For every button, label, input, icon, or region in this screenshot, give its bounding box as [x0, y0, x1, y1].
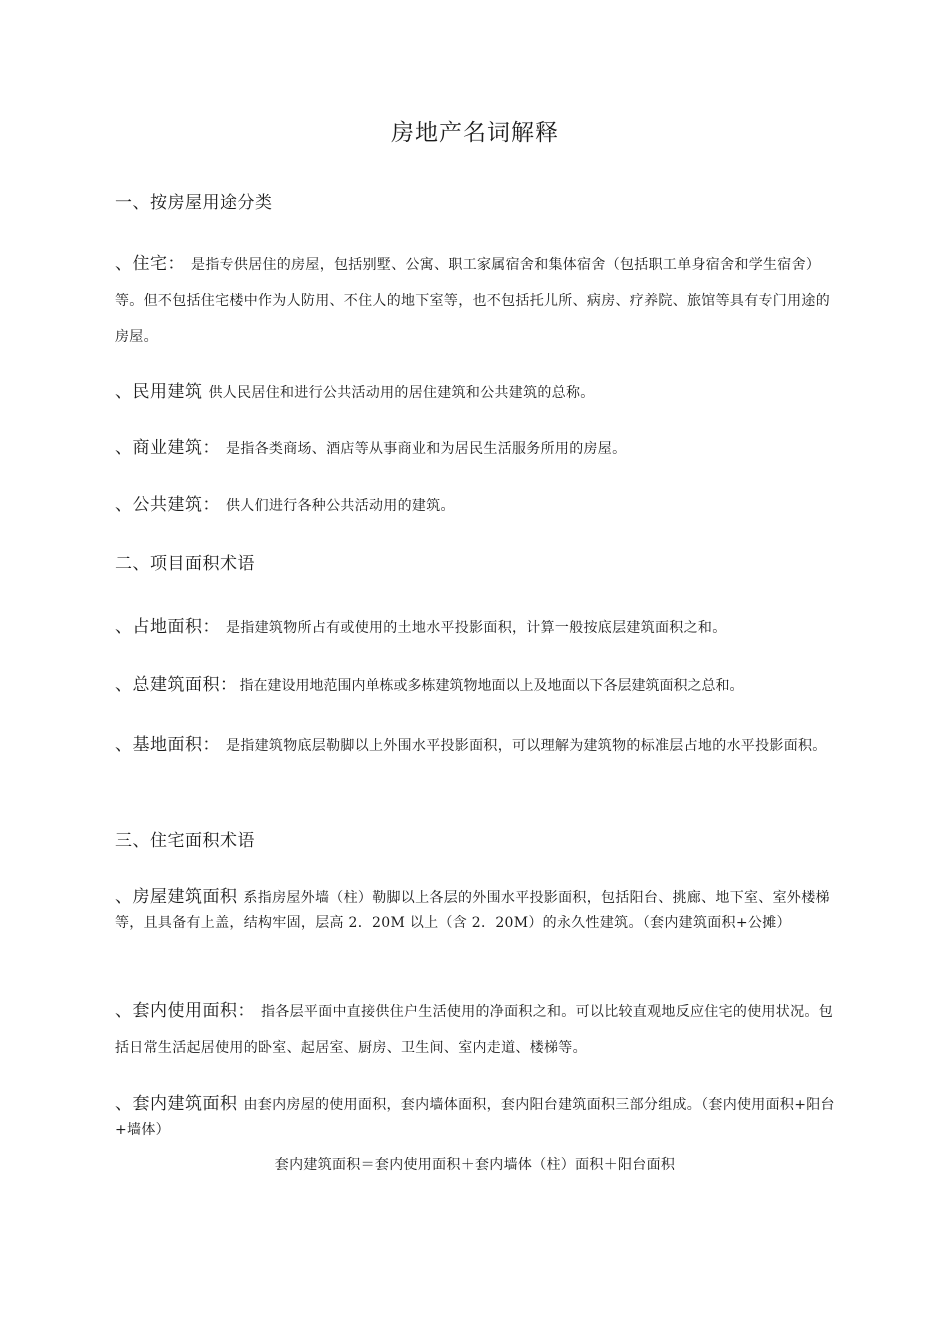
entry-term: 、住宅： [115, 254, 185, 274]
entry-term: 、商业建筑： [115, 438, 220, 458]
entry-term: 、基地面积： [115, 735, 220, 755]
entry-definition: 供人们进行各种公共活动用的建筑。 [226, 498, 455, 514]
area-formula: 套内建筑面积＝套内使用面积＋套内墙体（柱）面积＋阳台面积 [274, 1157, 676, 1173]
entry-term: 、总建筑面积： [115, 675, 238, 695]
entry-term: 、民用建筑 [115, 382, 203, 402]
entry-total-floor-area [115, 667, 843, 704]
entry-definition: 是指建筑物底层勒脚以上外围水平投影面积，可以理解为建筑物的标准层占地的水平投影面积。 [226, 738, 827, 754]
entry-definition: 由套内房屋的使用面积，套内墙体面积，套内阳台建筑面积三部分组成。（套内使用面积+阳台+墙体） [115, 1097, 835, 1138]
entry-definition: 是指专供居住的房屋，包括别墅、公寓、职工家属宿舍和集体宿舍（包括职工单身宿舍和学生宿舍）等。但不包括住宅楼中作为人防用、不住人的地下室等，也不包括托儿所、病房、疗养院、旅馆等具有专门用途的房屋。 [115, 257, 830, 345]
entry-unit-floor-area [115, 1092, 843, 1143]
page-title: 房地产名词解释 [391, 120, 559, 146]
entry-term: 、占地面积： [115, 617, 220, 637]
entry-commercial-building [115, 430, 843, 467]
entry-public-building [115, 487, 843, 524]
entry-gross-floor-area [115, 885, 843, 936]
entry-term: 、套内建筑面积 [115, 1094, 238, 1114]
entry-definition: 是指建筑物所占有或使用的土地水平投影面积，计算一般按底层建筑面积之和。 [226, 620, 727, 636]
entry-term: 、套内使用面积： [115, 1001, 255, 1021]
entry-term: 、公共建筑： [115, 495, 220, 515]
entry-definition: 供人民居住和进行公共活动用的居住建筑和公共建筑的总称。 [208, 385, 595, 401]
entry-net-usable-area [115, 993, 843, 1066]
entry-base-area [115, 727, 843, 764]
entry-definition: 指各层平面中直接供住户生活使用的净面积之和。可以比较直观地反应住宅的使用状况。包括日常生活起居使用的卧室、起居室、厨房、卫生间、室内走道、楼梯等。 [115, 1004, 833, 1056]
entry-term: 、房屋建筑面积 [115, 887, 238, 907]
entry-definition: 是指各类商场、酒店等从事商业和为居民生活服务所用的房屋。 [226, 441, 627, 457]
entry-definition: 系指房屋外墙（柱）勒脚以上各层的外围水平投影面积，包括阳台、挑廊、地下室、室外楼梯等，且具备有上盖，结构牢固，层高 2．20M 以上（含 2．20M）的永久性建筑。（套内建筑面积+公摊） [115, 890, 830, 931]
entry-civil-building [115, 374, 843, 411]
entry-residential [115, 246, 843, 355]
section-heading-residential-area: 三、住宅面积术语 [115, 831, 255, 851]
entry-land-area [115, 609, 843, 646]
section-heading-usage: 一、按房屋用途分类 [115, 193, 273, 213]
section-heading-project-area: 二、项目面积术语 [115, 554, 255, 574]
entry-definition: 指在建设用地范围内单栋或多栋建筑物地面以上及地面以下各层建筑面积之总和。 [239, 678, 744, 694]
